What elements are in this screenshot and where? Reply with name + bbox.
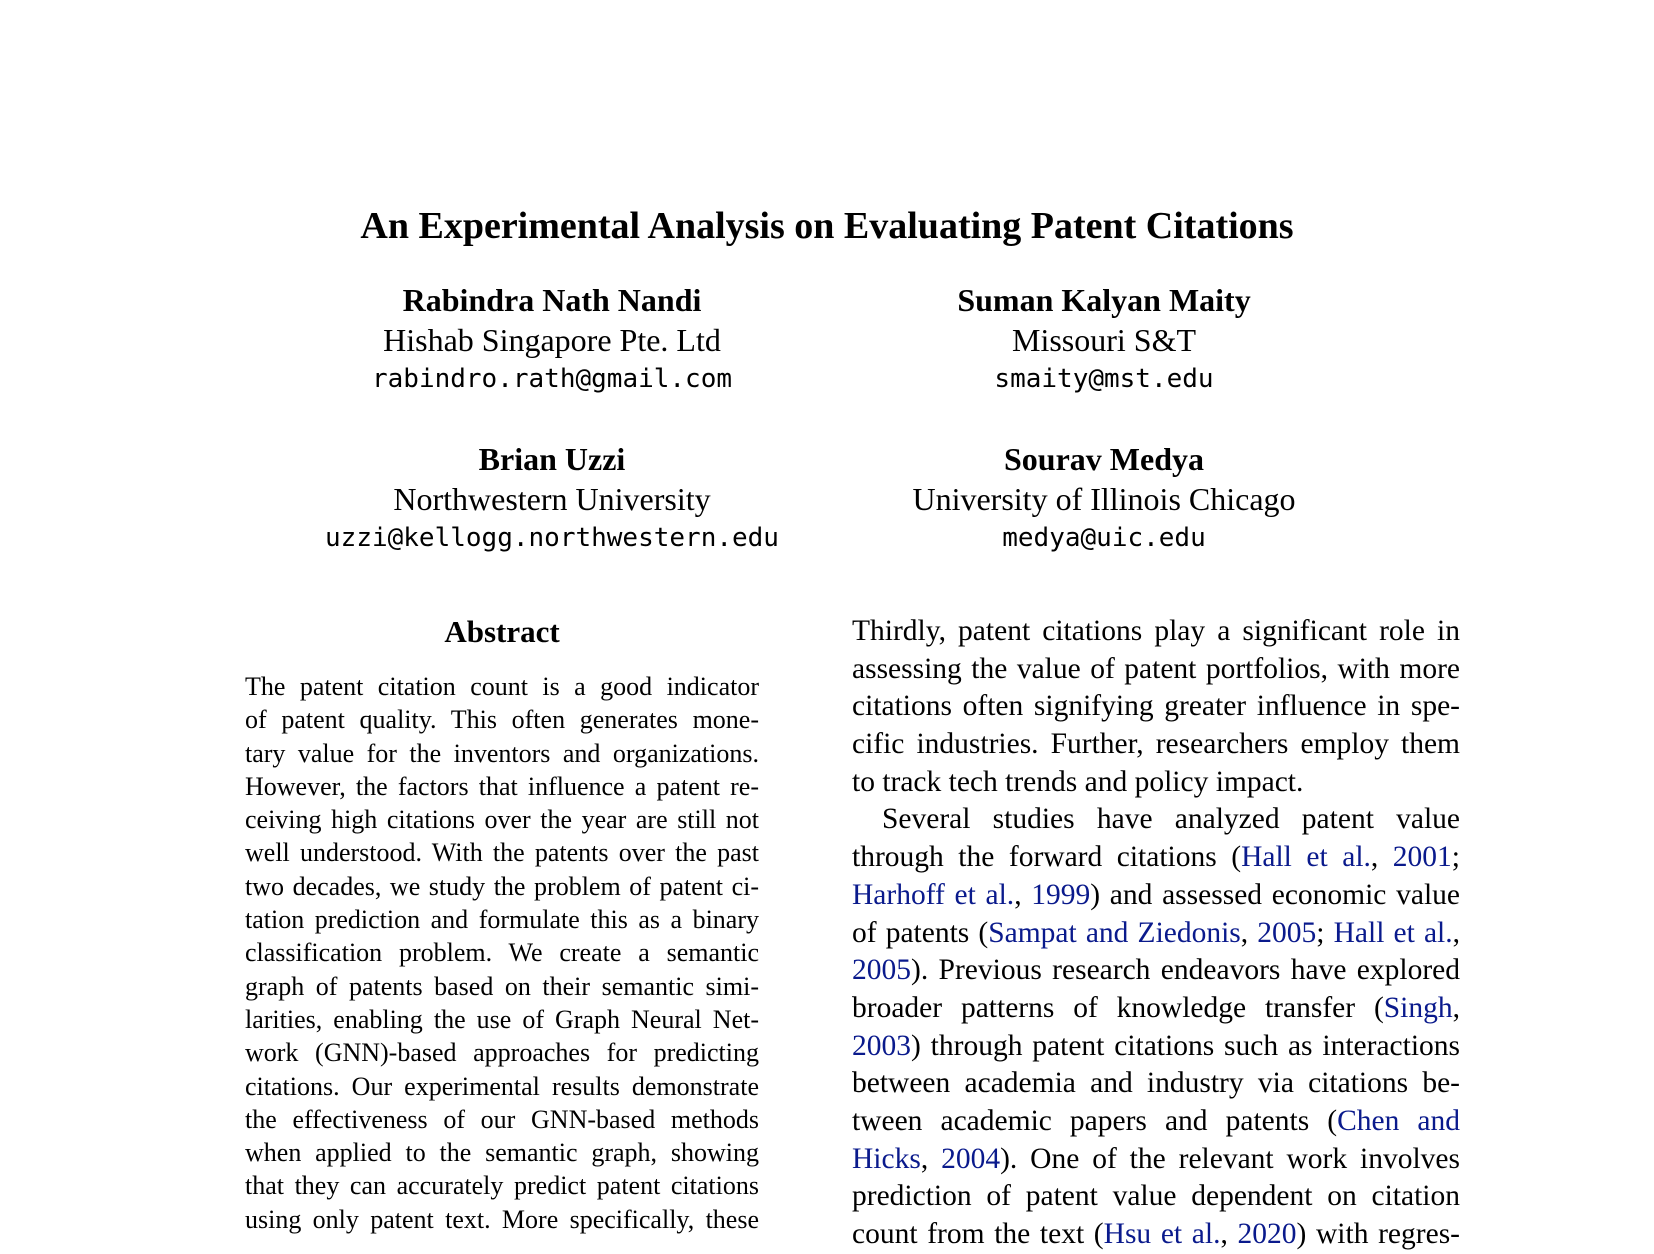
body-text: ). Previous research endeavors have explored xyxy=(911,954,1460,987)
body-line xyxy=(852,1216,1460,1254)
abstract-line: well understood. With the patents over the past xyxy=(245,838,759,868)
author-name: Brian Uzzi xyxy=(478,441,626,477)
body-column-right xyxy=(852,613,1460,1254)
citation-link-singh-2003[interactable]: Singh xyxy=(1383,991,1453,1024)
citation-year-link-2005[interactable]: 2005 xyxy=(1257,916,1317,949)
abstract-line: using only patent text. More specifically, these xyxy=(245,1204,759,1234)
body-line: Several studies have analyzed patent value xyxy=(882,803,1460,836)
body-line xyxy=(852,915,1460,953)
body-line: between academia and industry via citations be- xyxy=(852,1067,1460,1100)
body-text: ; xyxy=(1451,841,1460,874)
author-block xyxy=(272,280,832,398)
body-line: assessing the value of patent portfolios, with more xyxy=(852,652,1460,685)
citation-year-link-2020[interactable]: 2020 xyxy=(1237,1218,1297,1250)
abstract-line: tary value for the inventors and organizations. xyxy=(245,738,759,768)
author-affiliation: Northwestern University xyxy=(393,481,711,517)
body-text: ) through patent citations such as interactions xyxy=(911,1029,1460,1062)
author-block xyxy=(824,280,1384,398)
body-line xyxy=(852,1103,1460,1141)
abstract-line: The patent citation count is a good indicator xyxy=(245,672,759,701)
author-affiliation: Hishab Singapore Pte. Ltd xyxy=(383,322,721,358)
abstract-line: classification problem. We create a semantic xyxy=(245,938,759,968)
abstract-line: ceiving high citations over the year are still not xyxy=(245,805,759,835)
abstract-line: when applied to the semantic graph, showing xyxy=(245,1138,759,1168)
abstract-line: two decades, we study the problem of patent ci- xyxy=(245,871,759,901)
body-text: , xyxy=(920,1142,942,1175)
abstract-line: graph of patents based on their semantic simi- xyxy=(245,971,759,1001)
body-line xyxy=(852,877,1460,915)
citation-year-link-2005[interactable]: 2005 xyxy=(852,954,911,987)
body-text: through the forward citations ( xyxy=(852,841,1242,874)
body-text: , xyxy=(1220,1218,1238,1250)
citation-year-link-2001[interactable]: 2001 xyxy=(1392,841,1452,874)
author-block xyxy=(824,439,1384,557)
citation-year-link-1999[interactable]: 1999 xyxy=(1031,878,1091,911)
body-line xyxy=(852,990,1460,1028)
author-name: Sourav Medya xyxy=(1004,441,1204,477)
body-text: ). One of the relevant work involves xyxy=(1000,1142,1460,1175)
citation-year-link-2004[interactable]: 2004 xyxy=(941,1142,1001,1175)
author-email: medya@uic.edu xyxy=(1002,523,1206,553)
body-text: tween academic papers and patents ( xyxy=(852,1104,1338,1137)
body-text: , xyxy=(1014,878,1032,911)
citation-link-hall-2005[interactable]: Hall et al. xyxy=(1333,916,1453,949)
abstract-line: the effectiveness of our GNN-based methods xyxy=(245,1104,759,1134)
body-text: , xyxy=(1240,916,1258,949)
paper-title: An Experimental Analysis on Evaluating Patent Citations xyxy=(360,205,1294,247)
abstract-line: work (GNN)-based approaches for predicting xyxy=(245,1038,759,1068)
body-text: , xyxy=(1370,841,1393,874)
abstract-body xyxy=(245,670,759,1236)
citation-link-sampat-2005[interactable]: Sampat and Ziedonis xyxy=(988,916,1241,949)
author-email: smaity@mst.edu xyxy=(994,364,1214,394)
body-text: ) and assessed economic value xyxy=(1090,878,1460,911)
body-line xyxy=(852,1028,1460,1066)
citation-link-hsu-2020[interactable]: Hsu et al. xyxy=(1103,1218,1221,1250)
citation-year-link-2003[interactable]: 2003 xyxy=(852,1029,911,1062)
body-text: ; xyxy=(1316,916,1334,949)
body-text: ) with regres- xyxy=(1296,1218,1461,1250)
abstract-line: tation prediction and formulate this as a binary xyxy=(245,905,759,935)
body-line: cific industries. Further, researchers employ them xyxy=(852,728,1460,761)
author-name: Rabindra Nath Nandi xyxy=(402,282,702,318)
body-line: Thirdly, patent citations play a significant role in xyxy=(852,615,1460,647)
citation-link-hall-2001[interactable]: Hall et al. xyxy=(1241,841,1371,874)
author-name: Suman Kalyan Maity xyxy=(957,282,1251,318)
abstract-line: larities, enabling the use of Graph Neural Net- xyxy=(245,1004,759,1034)
abstract-line: citations. Our experimental results demonstrate xyxy=(245,1071,759,1101)
body-text: broader patterns of knowledge transfer ( xyxy=(852,991,1384,1024)
abstract-line: of patent quality. This often generates mone- xyxy=(245,705,759,735)
body-text: count from the text ( xyxy=(852,1218,1104,1250)
abstract-line: However, the factors that influence a patent re- xyxy=(245,771,759,801)
citation-link-chen-hicks-2004[interactable]: Hicks xyxy=(852,1142,921,1175)
body-text: , xyxy=(1452,991,1460,1024)
abstract-line: that they can accurately predict patent citations xyxy=(245,1171,759,1201)
body-line xyxy=(852,952,1460,990)
author-email: rabindro.rath@gmail.com xyxy=(371,364,733,394)
author-affiliation: Missouri S&T xyxy=(1011,322,1197,358)
body-text: , xyxy=(1452,916,1460,949)
author-affiliation: University of Illinois Chicago xyxy=(912,481,1296,517)
body-line: to track tech trends and policy impact. xyxy=(852,765,1304,798)
body-line: prediction of patent value dependent on citation xyxy=(852,1180,1460,1213)
body-line xyxy=(852,839,1460,877)
citation-link-chen-hicks-2004[interactable]: Chen and xyxy=(1337,1104,1461,1137)
body-line: citations often signifying greater influence in spe- xyxy=(852,690,1460,723)
citation-link-harhoff-1999[interactable]: Harhoff et al. xyxy=(852,878,1015,911)
body-line xyxy=(852,1141,1460,1179)
body-text: of patents ( xyxy=(852,916,989,949)
abstract-heading: Abstract xyxy=(444,614,560,649)
author-block xyxy=(272,439,832,557)
author-email: uzzi@kellogg.northwestern.edu xyxy=(325,523,779,553)
